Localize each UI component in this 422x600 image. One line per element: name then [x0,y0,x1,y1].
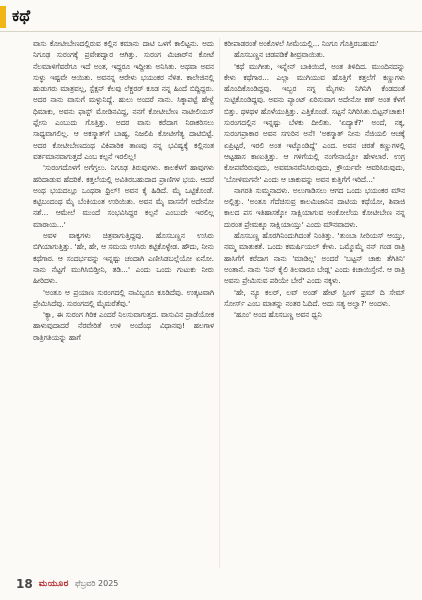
paragraph: 'ಸುರಂಗದೊಳಗೆ ಅಗೆಗ್ತಲು. ನಿಗೂಢ ತಿರುವುಗಳು. ಕಾಲಕೆಳಗೆ ಹಾವುಗಳು ಹರಿದಾಡುವ ಹೆದರಿಕೆ. ಕತ್ತಲೆಯಲ್ಲಿ ಅವಿತಿರಬಹುದಾದ ಪ್ರಾಣಿಗಳ ಭಯ. ಆದರೆ ಅಂಥ ಭಯದಲ್ಲೂ ಒಂಥರಾ ಥ್ರಿಲ್! ಅವನ ಕೈ ಹಿಡಿದೆ. ಮೈ ಒಟ್ಟಿಕೊಂಡೆ. ಕಟ್ಟಿಬಂದಂಥ ಮೈ ಬೆಂಕಿಯಂತ ಉರಿಯಿತು. ಅವನ ಮೈ ವಾಸನೆಗೆ ಅದೇನೋ ನಶೆ... ಆಮೇಲೆ ಮುಂದೆ ಸಂಭವಿಸಿದ್ದರ ಕಲ್ಪನೆ ಎಂಬುದೇ ಇರಲಿಲ್ಲ ಮಾರಾಯ...' [33,163,214,229]
paragraph: 'ಹೇ, ನ್ಯೂ ಕಲರ್, ಲವ್ ಅಂಡ್ ಹೇಟ್ ಸ್ಟಿಂಗ್ ಫ್ರಮ್ ದಿ ಸೇಮ್ ಸೋರ್ಸ್ ಎಂಬ ಮಾತನ್ನು ನಂತರ ಓದಿದೆ. ಅದು ಸತ್ಯ ಅಲ್ವಾ?' ಅಂದಳು. [224,287,405,308]
paragraph: 'ಅಂತೂ ಆ ಪ್ರಯಾಣ ಸುರಂಗದಲ್ಲಿ ನಾವಿಬ್ಬರೂ ಕೂಡಿದೆವು. ಉತ್ಕಟವಾಗಿ ಪ್ರೇಮಿಸಿದೆವು. ಸುರಂಗದಲ್ಲಿ ಮೈಮರೆತೆವು.' [33,287,214,308]
paragraph: 'ಕಥೆ ಮುಗೀತು, ಇನ್ನೇನ್ ಬಾಕಿಯಿದೆ, ಅಂತ ತಿಳಿದಿದ. ಮುಂದಿನದನ್ನು ಕೇಳು ಕಥೆಗಾರ... ಎಲ್ಲಾ ಮುಗಿಯುವ ಹೊತ್ತಿಗೆ ಕತ್ತಲೆಗೆ ಕಣ್ಣುಗಳು ಹೊಂದಿಕೊಂಡಿದ್ದವು. ಇಬ್ಬರ ನಗ್ನ ಮೈಗಳು ನಿಗಿನಿಗಿ ಕೆಂಡದಂತೆ ಸುಟ್ಟಿಕೊಂಡಿದ್ದವು. ಅವನು ಪ್ಯಾಂಟ್ ಏರಿಸುವಾಗ ಅದೇನೋ ಕಣ್ ಅಂತ ಕೆಳಗೆ ಬಿತ್ತು. ಥಳಥಳ ಹೊಳೆಯುತ್ತಿತ್ತು. ಎತ್ತಿಕೊಂಡೆ. ಸಟ್ಟನೆ ನಿಗಿರಿಸಿತು.ಬಿಟ್ಟನ್‌ಚಾಕು! ಸುರಂಗದಲ್ಲಿನ ಇನ್ನಷ್ಟು ಬೆಳಕು ದೀಲಿತು. 'ಏದ್ಯಾಕೆ?' ಅಂದೆ, ನಕ್ಕ, ಸುರಂಗಪ್ರಾಕಾರ ಅವನ ಸಗುರಿನ ಅನೆ! 'ಅಕಸ್ಮಾತ್ ನೀನು ನೆಜಿಯಲಿ ಆಚಕ್ಕೆ ಏಪ್ರಿಟ್ಟರೆ, ಇರಲಿ ಅಂತ ಇಟ್ಕೊಂಡಿದ್ದೆ' ಎಂದ. ಅವನ ಚರತೆ ಕಣ್ಣುಗಳಲ್ಲಿ ಆಟ್ಟಹಾಸ ಕಾಣುತ್ತಿತ್ತು. ಆ ಗಳಿಗೆಯಲ್ಲಿ ನಂಗೇನಾಯ್ತೋ ಹೇಳಲಾರೆ. ಉಗ್ರ ಕೋಪವೆರಿರುವುದು, ಅವಮಾನವೆನಿಸಿರುವುದು, ಕ್ರೌರ್ಯವೇ ಆವರಿಸಿರುವುದು, 'ಬೋಳಿಮಗನೇ' ಎಂದು ಆ ಚಾಕುವನ್ನು ಅವನ ಕುತ್ತಿಗೆಗೆ ಇರಿದೆ...' [224,61,405,184]
issue-date: ಫೆಬ್ರವರಿ 2025 [74,579,119,588]
section-title: ಕಥೆ [12,6,31,25]
header-divider [0,31,422,32]
magazine-logo: ಮಯೂರ [38,579,69,589]
paragraph: 'ಕ್ಯಾ, ಈ ಸುರಂಗ ಗಿರಿಕ ಎಂದರೆ ನಿಲಸುವಾಗುತ್ತದ. ವಾಸುವಿನ ಪ್ರಾಡೆಯೋಕ ಹಾಳುವುದಾದರೆ ನೆರವೇರಿತೆ ಉಳಿ ಅಂದೆಂಥ ವಿಧಾನವು! ಹಲಗಾಳ ರಾತ್ರಿಗತಿಯನ್ನು ಹಾಗೆ [33,310,214,342]
page-footer [16,576,118,592]
article-body [33,38,405,568]
paragraph: ನಾಗರತಿ ಸುಮ್ಮನಾದಳು. ಅಲುಗಾಡಿಸಲು ಆಗದ ಒಂದು ಭಯಂಕರ ಮೌನ ಅಲ್ಲಿತ್ತು. 'ಅಂತೂ ಗೆದೆಚಿಸುವ್ರ ಕಾಲಮಿಜಾನಿನ ದಾಟಿಯ ಕಥೆಯೋ, ಶಿವಾಜಿ ಕಾಲದ ಪಸ ಇತಿಹಾಸಕ್ಕೋ ಸಾಕ್ಷಿಯಾಗುವ ಅಂಕೋಲೆಯ ಕೋಟೀಬೇಣ ನನ್ನ ದುರಂತ ಪ್ರೇಮಕ್ಕೂ ಸಾಕ್ಷಿಯಾಯ್ತು' ಎಂದು ಮೌನವಾದಳು. [224,185,405,229]
page-header [0,0,422,30]
page-number: 18 [16,577,33,591]
column-left [33,38,214,568]
column-right [224,38,405,568]
paragraph: ಕರೀಪಾಡರಂತೆ ಅಂಕೊಳಲೆ ಸೀಮೆಯಲ್ಲಿ... ನಿಂಗೂ ಗೊತ್ತಿರಬಹುದು' [224,39,379,48]
paragraph: ಅವಳ ವಾಕ್ಯಗಳು ಚಿತ್ರವಾಗುತ್ತಿದ್ದವು. ಹೊಸಬಣ್ಣನ ಉಸಿರು ಬಿಗಿಯಾಗುತ್ತಿತ್ತು. 'ಹೇ, ಹೇ, ಆ ಸಮಯ ಉಸಿರು ಕಟ್ಟಿಕೊಳ್ಳೇಡ. ಹೌದು, ನೀನು ಕಥೆಗಾರ. ಆ ಸಂದರ್ಭವನ್ನು ಇನ್ನಷ್ಟು ಚಂದಾಗಿ ಎಣೀಸಿಡಬಲ್ಲೆಯೋ ಏನೋ. ನಾನು ನೆಟ್ಟಗೆ ಮುಗಿಸಿಬಿಡ್ತೀನಿ, ತಡಿ...' ಎಂದು ಒಂದು ಗುಟುಕು ನೀರು ಹೀರಿದಳು. [33,231,214,286]
paragraph: 'ಹೂಂ' ಅಂದ ಹೊಸಬಣ್ಣ ಅವನ ಧ್ವನಿ [234,310,322,320]
paragraph: ಹೊಸಬಣ್ಣ ಹೊರಗಿನಿಂದುಗಿದಂತೆ ನಿಂತಿತ್ತು. 'ತುಂಬಾ ಸೀರಿಯಸ್ ಆಯ್ತು, ನಮ್ಮ ಮಾತುಕತೆ. ಒಂದು ಕಮರ್ಷಿಯಲ್ ಕೇಳು. ಒಮ್ಮೊಮ್ಮೆ ನನ್ ಗಂಡ ರಾತ್ರಿ ಹಾಸಿಗೆಗೆ ಕರೆದಾಗ ನಾನು 'ಮಾಡಿಲ್ಲ' ಅಂದರೆ 'ಬಟ್ಟನ್ ಚಾಕು ತೆಗಿತಿನಿ' ಅಂತಾನೆ. ನಾನು 'ನಿನ್ ಕೈಲಿ ತಿಲವಾರೂ ಬೇಡ್ಲ' ಎಂದು ಕಿಚಾಯಿಸ್ತೇನೆ. ಆ ರಾತ್ರಿ ಅವನು ಪ್ರೇಮಿಸುವ ಪರಿಯೇ ಬೇರೆ' ಎಂದು ನಕ್ಕಳು. [224,231,405,286]
column-divider [219,38,220,568]
paragraph: ವಾಸು ಕೋಟೀಬೇಣದಲ್ಲಿರುವ ಕಲ್ಲಿನ ಕಮಾನು ದಾಟಿ ಒಳಗೆ ಕಾಲಿಟ್ಟನು. ಅದು ನಿಗೂಢ ಸುರಂಗಕ್ಕೆ ಪ್ರವೇಶದ್ವಾರ ಆಗಿತ್ತು. ಸುರಂಗ ಮಿಜಾರ್‌ನ ಕೋಟೆ ನೆಲಮಾಳಿಗೆವರೆಗೂ ಇದೆ ಅಂತ, ಇದ್ದರೂ ಇದ್ದೀತು ಅನಿಸಿತು. ಅಥವಾ ಅವನ ಸುಳ್ಳು ಇಷ್ಟವೇ ಆಯಿತು. ಅವನನ್ನ ಆರೇಳು ಭಯಂಕರ ನೆಳಿತ. ಕಾಲೇಜಿನಲ್ಲಿ ಹುಡುಗರು ಮಾತ್ರವಲ್ಲ, ಸ್ಟೆಕ್ಷನ್ ಕೆಲವು ಲೆಕ್ಚರರ್ ಕೂಡ ನನ್ನ ಹಿಂದೆ ಬಿದ್ದಿದ್ದರು. ಅದರ ನಾನು ವಾಸುಗೆ ಮಳ್ಳುನಿದ್ದೆ. ಹುಲು ಅಂದರೆ ನಾನು. ಸಿಕ್ಕಾಪಟ್ಟೆ ಹೇಳ್ದೆ ಧಿಮಾಕು, ಅವನು ಫಾಸ್ಟ್ ಮೋಡಿನವಿದ್ದ, ನನಗೆ ಕೋಟೀಬೇಣ ನಾಟೀಲಿಯಸ್ ಫ್ಲೇಸು ಎಂಬುದು ಗೊತ್ತಿತ್ತು. ಅದರ ವಾಸು ಕರೆದಾಗ ನಿರಾಕರಿಸಲು ಸಾಧ್ಯವಾಗಲಿಲ್ಲ. ಆ ಅಕಸ್ಮಾತ್‌ಗೆ ಬಾಹ್ಯ, ನಿಜಲಿಪಿ ಕೋಟೀಗೆತ್ಯ ದಾಟಿಬಿಟ್ಟೆ. ಅದರ ಕೋಟೀಬೇಣದಂಥ ವಿಕಿಪಾರಿಕ ತಾಣವು ನನ್ನ ಭವಿಷ್ಯಕ್ಕೆ ಕಲ್ಲಿನಂತ ವರ್ತಮಾನವಾಗುತ್ತದೆ ಎಂಬ ಕಲ್ಪನೆ ಇರಲಿಲ್ಲ! [33,39,214,161]
paragraph: ಹೊಸಬಣ್ಣನ ಚಡಪಡಿಕೆ ಶೀವ್ರವಾಯಿತು. [234,50,325,60]
section-marker [0,6,6,28]
